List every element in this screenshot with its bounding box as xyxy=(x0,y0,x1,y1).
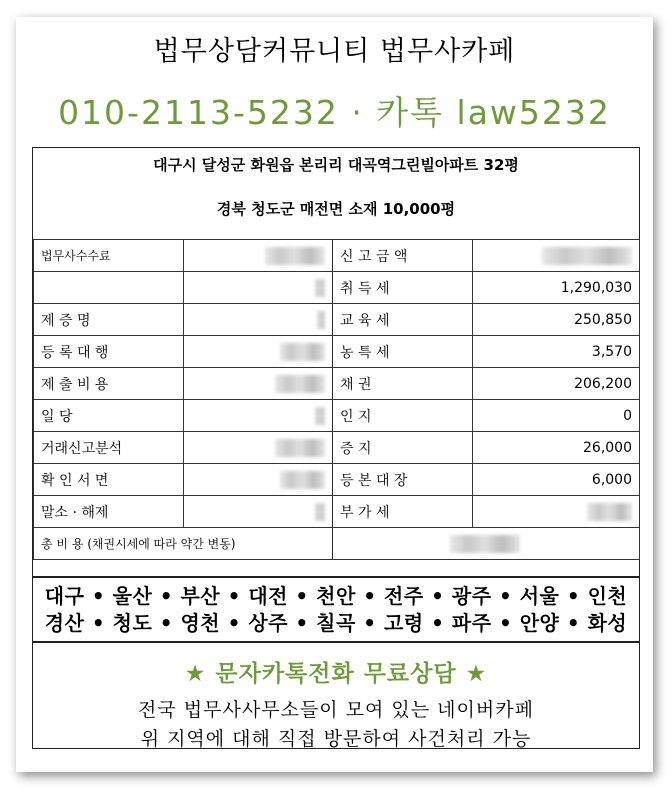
fee-table xyxy=(33,239,640,560)
fee-right-label: 등 본 대 장 xyxy=(333,464,473,496)
fee-right-label: 인 지 xyxy=(333,400,473,432)
fee-left-value xyxy=(184,272,333,304)
fee-left-value xyxy=(184,464,333,496)
redacted-value xyxy=(450,535,520,553)
fee-left-label: 말소 · 해제 xyxy=(34,496,184,528)
fee-right-label: 증 지 xyxy=(333,432,473,464)
fee-left-label xyxy=(34,272,184,304)
page-title: 법무상담커뮤니티 법무사카페 xyxy=(153,36,516,67)
fee-row xyxy=(34,368,640,400)
fee-row xyxy=(34,304,640,336)
total-row xyxy=(34,528,640,560)
redacted-value xyxy=(315,279,325,297)
fee-right-label: 농 특 세 xyxy=(333,336,473,368)
fee-left-value xyxy=(184,496,333,528)
fee-row xyxy=(34,496,640,528)
fee-left-label: 법무사수수료 xyxy=(34,240,184,272)
fee-right-value: 250,850 xyxy=(473,304,640,336)
property-address-1: 대구시 달성군 화원읍 본리리 대곡역그린빌아파트 32평 xyxy=(153,156,519,174)
fee-row xyxy=(34,336,640,368)
fee-right-label: 신 고 금 액 xyxy=(333,240,473,272)
fee-right-value: 6,000 xyxy=(473,464,640,496)
fee-right-value: 26,000 xyxy=(473,432,640,464)
notice-card xyxy=(16,17,653,772)
region-line-1: 대구 • 울산 • 부산 • 대전 • 천안 • 전주 • 광주 • 서울 • 인천 xyxy=(44,584,628,608)
fee-box xyxy=(32,147,640,749)
redacted-value xyxy=(542,247,632,265)
fee-left-label: 확 인 서 면 xyxy=(34,464,184,496)
fee-left-label: 제 증 명 xyxy=(34,304,184,336)
fee-right-value: 0 xyxy=(473,400,640,432)
region-list xyxy=(33,576,639,637)
fee-left-value xyxy=(184,336,333,368)
redacted-value xyxy=(315,407,325,425)
fee-right-value: 3,570 xyxy=(473,336,640,368)
consult-desc-1: 전국 법무사사무소들이 모여 있는 네이버카페 xyxy=(138,699,534,721)
fee-left-label: 거래신고분석 xyxy=(34,432,184,464)
fee-right-value: 206,200 xyxy=(473,368,640,400)
fee-right-label: 취 득 세 xyxy=(333,272,473,304)
fee-left-label: 제 출 비 용 xyxy=(34,368,184,400)
redacted-value xyxy=(280,471,325,489)
redacted-value xyxy=(265,247,325,265)
fee-left-value xyxy=(184,368,333,400)
property-address-2: 경북 청도군 매전면 소재 10,000평 xyxy=(216,200,456,218)
total-value xyxy=(333,528,640,560)
fee-left-label: 등 록 대 행 xyxy=(34,336,184,368)
fee-left-value xyxy=(184,304,333,336)
fee-row xyxy=(34,432,640,464)
fee-left-value xyxy=(184,432,333,464)
fee-right-label: 교 육 세 xyxy=(333,304,473,336)
fee-right-value xyxy=(473,240,640,272)
fee-right-label: 채 권 xyxy=(333,368,473,400)
fee-right-label: 부 가 세 xyxy=(333,496,473,528)
consult-headline: ★ 문자카톡전화 무료상담 ★ xyxy=(184,661,488,687)
redacted-value xyxy=(275,439,325,457)
consult-desc-2: 위 지역에 대해 직접 방문하여 사건처리 가능 xyxy=(140,728,532,750)
contact-line: 010-2113-5232 · 카톡 law5232 xyxy=(58,93,611,132)
region-line-2: 경산 • 청도 • 영천 • 상주 • 칠곡 • 고령 • 파주 • 안양 • 화성 xyxy=(44,611,628,635)
redacted-value xyxy=(317,311,325,329)
consult-section xyxy=(33,641,639,754)
fee-row xyxy=(34,272,640,304)
redacted-value xyxy=(275,375,325,393)
fee-row xyxy=(34,464,640,496)
fee-row xyxy=(34,240,640,272)
fee-left-value xyxy=(184,400,333,432)
redacted-value xyxy=(315,503,325,521)
fee-left-value xyxy=(184,240,333,272)
fee-right-value xyxy=(473,496,640,528)
fee-row xyxy=(34,400,640,432)
fee-left-label: 일 당 xyxy=(34,400,184,432)
redacted-value xyxy=(280,343,325,361)
redacted-value xyxy=(587,503,632,521)
fee-right-value: 1,290,030 xyxy=(473,272,640,304)
total-label: 총 비 용 (채권시세에 따라 약간 변동) xyxy=(34,528,333,560)
